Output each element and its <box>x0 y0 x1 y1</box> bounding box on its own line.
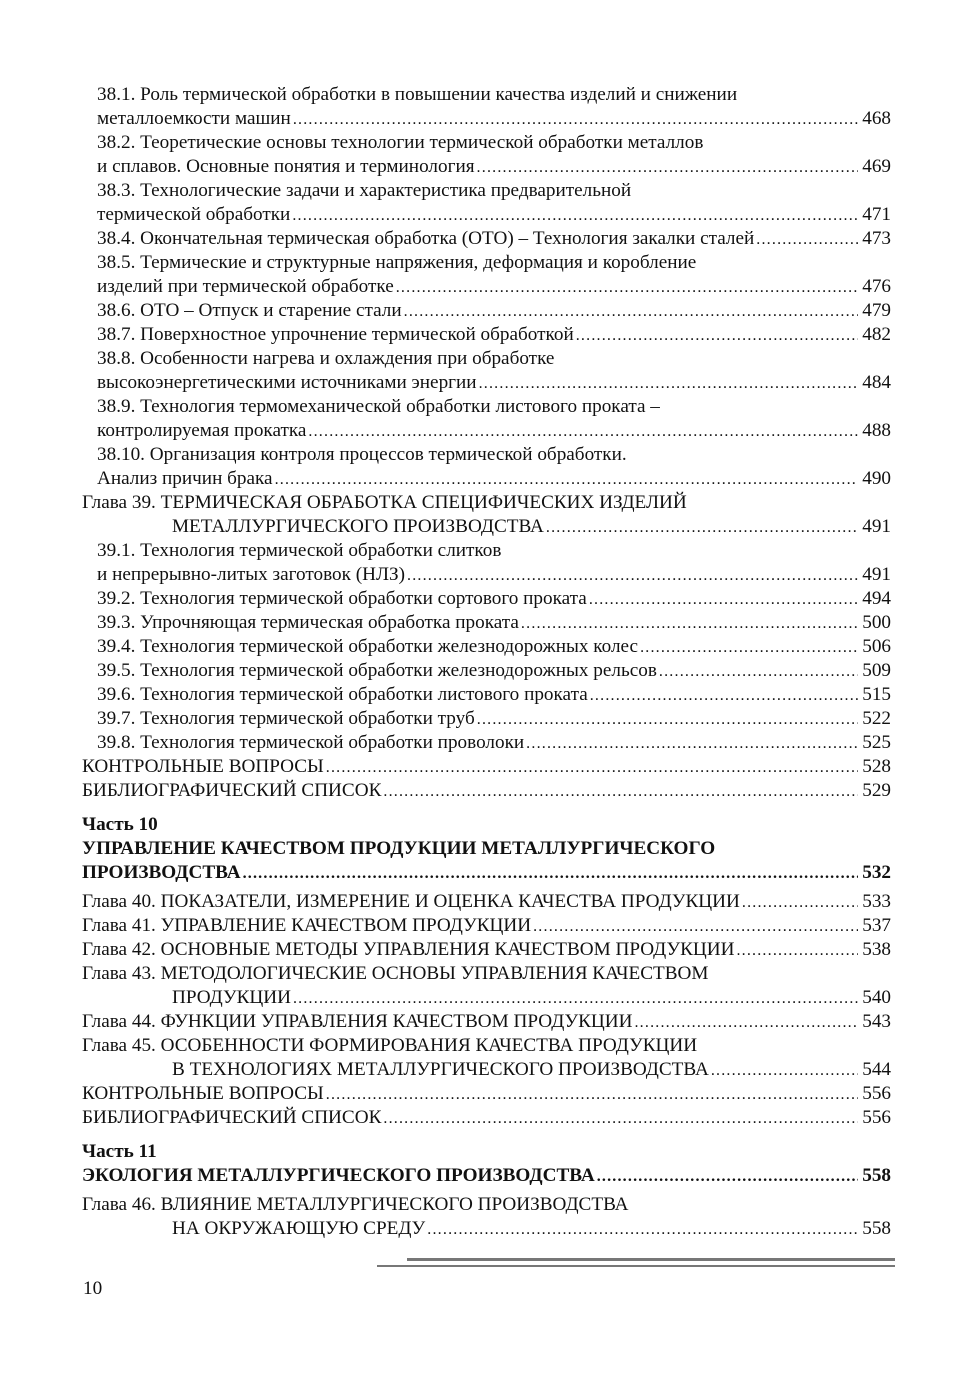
toc-entry-38-10[interactable]: Анализ причин брака ..... 490 <box>82 467 891 491</box>
page-ref: 525 <box>862 732 891 753</box>
page-ref: 515 <box>862 684 891 705</box>
page-ref: 488 <box>862 420 891 441</box>
page-ref: 484 <box>862 372 891 393</box>
toc-entry-38-2-line1: 38.2. Теоретические основы технологии термической обработки металлов <box>97 132 704 153</box>
page-ref: 540 <box>862 987 891 1008</box>
page-ref: 538 <box>862 939 891 960</box>
page-ref: 479 <box>862 300 891 321</box>
toc-chapter-43-line1: Глава 43. МЕТОДОЛОГИЧЕСКИЕ ОСНОВЫ УПРАВЛЕНИЯ КАЧЕСТВОМ <box>82 963 709 984</box>
page-ref: 506 <box>862 636 891 657</box>
toc-chapter-46[interactable]: НА ОКРУЖАЮЩУЮ СРЕДУ ..... 558 <box>82 1217 891 1241</box>
toc-entry-39-3[interactable]: 39.3. Упрочняющая термическая обработка проката ..... 500 <box>82 611 891 635</box>
page-ref: 491 <box>862 564 891 585</box>
toc-part-10[interactable]: ПРОИЗВОДСТВА ..... 532 <box>82 861 891 885</box>
toc-entry-39-1-line1: 39.1. Технология термической обработки слитков <box>97 540 502 561</box>
toc-entry-38-1-line1: 38.1. Роль термической обработки в повышении качества изделий и снижении <box>97 84 738 105</box>
toc-chapter-40[interactable]: Глава 40. ПОКАЗАТЕЛИ, ИЗМЕРЕНИЕ И ОЦЕНКА КАЧЕСТВА ПРОДУКЦИИ ..... 533 <box>82 890 891 914</box>
page-ref: 558 <box>862 1165 891 1186</box>
page-ref: 509 <box>862 660 891 681</box>
toc-part-11-label: Часть 11 <box>82 1141 157 1162</box>
page-ref: 468 <box>862 108 891 129</box>
toc-entry-38-3-line1: 38.3. Технологические задачи и характеристика предварительной <box>97 180 632 201</box>
toc-entry-38-8[interactable]: высокоэнергетическими источниками энергии ..... 484 <box>82 371 891 395</box>
page-ref: 533 <box>862 891 891 912</box>
page-ref: 529 <box>862 780 891 801</box>
toc-entry-38-3[interactable]: термической обработки ..... 471 <box>82 203 891 227</box>
page-ref: 544 <box>862 1059 891 1080</box>
page-ref: 532 <box>862 862 891 883</box>
footer-divider-line-top <box>407 1258 895 1261</box>
toc-control-questions-10[interactable]: КОНТРОЛЬНЫЕ ВОПРОСЫ ..... 556 <box>82 1082 891 1106</box>
page-ref: 473 <box>862 228 891 249</box>
toc-entry-39-5[interactable]: 39.5. Технология термической обработки железнодорожных рельсов ..... 509 <box>82 659 891 683</box>
page-ref: 471 <box>862 204 891 225</box>
toc-part-10-title-line1: УПРАВЛЕНИЕ КАЧЕСТВОМ ПРОДУКЦИИ МЕТАЛЛУРГИЧЕСКОГО <box>82 838 716 859</box>
toc-entry-38-4[interactable]: 38.4. Окончательная термическая обработка (ОТО) – Технология закалки сталей ..... 473 <box>82 227 891 251</box>
page-ref: 556 <box>862 1107 891 1128</box>
page-ref: 491 <box>862 516 891 537</box>
table-of-contents <box>82 83 891 1241</box>
toc-entry-39-2[interactable]: 39.2. Технология термической обработки сортового проката ..... 494 <box>82 587 891 611</box>
page-ref: 469 <box>862 156 891 177</box>
toc-entry-38-5[interactable]: изделий при термической обработке ..... 476 <box>82 275 891 299</box>
page-ref: 494 <box>862 588 891 609</box>
toc-entry-38-5-line1: 38.5. Термические и структурные напряжения, деформация и коробление <box>97 252 697 273</box>
toc-chapter-43[interactable]: ПРОДУКЦИИ ..... 540 <box>82 986 891 1010</box>
toc-entry-39-8[interactable]: 39.8. Технология термической обработки проволоки ..... 525 <box>82 731 891 755</box>
toc-chapter-41[interactable]: Глава 41. УПРАВЛЕНИЕ КАЧЕСТВОМ ПРОДУКЦИИ ..... 537 <box>82 914 891 938</box>
toc-chapter-45-line1: Глава 45. ОСОБЕННОСТИ ФОРМИРОВАНИЯ КАЧЕСТВА ПРОДУКЦИИ <box>82 1035 698 1056</box>
page-ref: 537 <box>862 915 891 936</box>
toc-entry-39-6[interactable]: 39.6. Технология термической обработки листового проката ..... 515 <box>82 683 891 707</box>
toc-chapter-45[interactable]: В ТЕХНОЛОГИЯХ МЕТАЛЛУРГИЧЕСКОГО ПРОИЗВОДСТВА ..... 544 <box>82 1058 891 1082</box>
page-ref: 500 <box>862 612 891 633</box>
page-ref: 522 <box>862 708 891 729</box>
page-number: 10 <box>83 1278 103 1299</box>
toc-entry-38-8-line1: 38.8. Особенности нагрева и охлаждения при обработке <box>97 348 555 369</box>
toc-chapter-39-line1: Глава 39. ТЕРМИЧЕСКАЯ ОБРАБОТКА СПЕЦИФИЧЕСКИХ ИЗДЕЛИЙ <box>82 492 687 513</box>
toc-entry-39-4[interactable]: 39.4. Технология термической обработки железнодорожных колес ..... 506 <box>82 635 891 659</box>
page-ref: 558 <box>862 1218 891 1239</box>
toc-entry-38-10-line1: 38.10. Организация контроля процессов термической обработки. <box>97 444 627 465</box>
toc-chapter-44[interactable]: Глава 44. ФУНКЦИИ УПРАВЛЕНИЯ КАЧЕСТВОМ ПРОДУКЦИИ ..... 543 <box>82 1010 891 1034</box>
toc-entry-38-6[interactable]: 38.6. ОТО – Отпуск и старение стали ..... 479 <box>82 299 891 323</box>
toc-part-11[interactable]: ЭКОЛОГИЯ МЕТАЛЛУРГИЧЕСКОГО ПРОИЗВОДСТВА ..... 558 <box>82 1164 891 1188</box>
page-ref: 482 <box>862 324 891 345</box>
toc-chapter-46-line1: Глава 46. ВЛИЯНИЕ МЕТАЛЛУРГИЧЕСКОГО ПРОИЗВОДСТВА <box>82 1194 629 1215</box>
toc-entry-39-1[interactable]: и непрерывно-литых заготовок (НЛЗ) ..... 491 <box>82 563 891 587</box>
toc-entry-38-7[interactable]: 38.7. Поверхностное упрочнение термической обработкой ..... 482 <box>82 323 891 347</box>
page-ref: 528 <box>862 756 891 777</box>
page-ref: 556 <box>862 1083 891 1104</box>
footer-divider <box>377 1258 895 1267</box>
page-ref: 543 <box>862 1011 891 1032</box>
toc-chapter-42[interactable]: Глава 42. ОСНОВНЫЕ МЕТОДЫ УПРАВЛЕНИЯ КАЧЕСТВОМ ПРОДУКЦИИ ..... 538 <box>82 938 891 962</box>
page-ref: 476 <box>862 276 891 297</box>
toc-entry-38-9[interactable]: контролируемая прокатка ..... 488 <box>82 419 891 443</box>
toc-entry-38-9-line1: 38.9. Технология термомеханической обработки листового проката – <box>97 396 660 417</box>
toc-chapter-39[interactable]: МЕТАЛЛУРГИЧЕСКОГО ПРОИЗВОДСТВА ..... 491 <box>82 515 891 539</box>
toc-entry-38-2[interactable]: и сплавов. Основные понятия и терминология ..... 469 <box>82 155 891 179</box>
toc-entry-38-1[interactable]: металлоемкости машин ..... 468 <box>82 107 891 131</box>
toc-bibliography-10[interactable]: БИБЛИОГРАФИЧЕСКИЙ СПИСОК ..... 556 <box>82 1106 891 1130</box>
toc-entry-39-7[interactable]: 39.7. Технология термической обработки труб ..... 522 <box>82 707 891 731</box>
toc-bibliography-9[interactable]: БИБЛИОГРАФИЧЕСКИЙ СПИСОК ..... 529 <box>82 779 891 803</box>
page-ref: 490 <box>862 468 891 489</box>
toc-control-questions-9[interactable]: КОНТРОЛЬНЫЕ ВОПРОСЫ ..... 528 <box>82 755 891 779</box>
footer-divider-line-bottom <box>377 1265 895 1267</box>
toc-part-10-label: Часть 10 <box>82 814 158 835</box>
